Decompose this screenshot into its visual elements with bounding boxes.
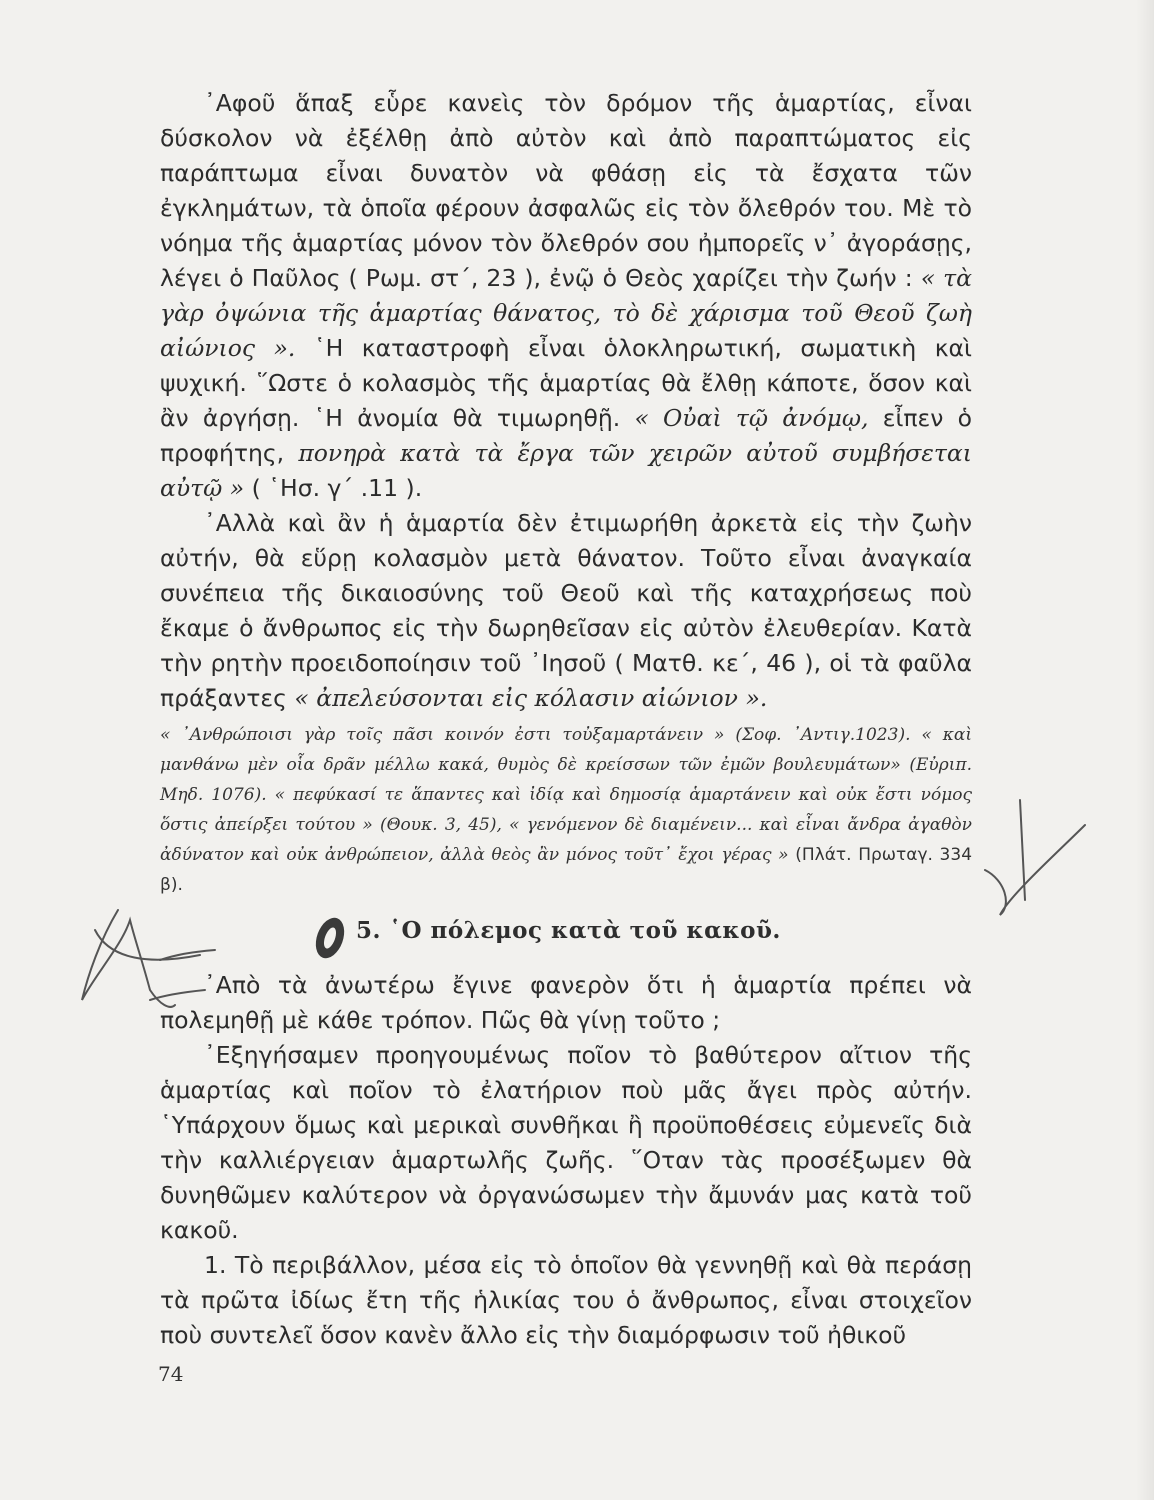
paragraph-text: ᾿Αφοῦ ἅπαξ εὗρε κανεὶς τὸν δρόμον τῆς ἁμαρτίας, εἶναι δύσκολον νὰ ἐξέλθῃ ἀπὸ αὐτὸν καὶ ἀπὸ παραπτώματος εἰς παράπτωμα εἶναι δυνατὸν νὰ φθάσῃ εἰς τὰ ἔσχατα τῶν ἐγκλημάτων, τὰ ὁποῖα φέρουν ἀσφαλῶς εἰς τὸν ὄλεθρόν του. Μὲ τὸ νόημα τῆς ἁμαρτίας μόνον τὸν ὄλεθρόν σου ἠμπορεῖς ν᾿ ἀγοράσῃς, λέγει ὁ Παῦλος ( Ρωμ. στ΄, 23 ), ἐνῷ ὁ Θεὸς χαρίζει τὴν ζωήν : [160, 89, 972, 292]
paragraph: ᾿Απὸ τὰ ἀνωτέρω ἔγινε φανερὸν ὅτι ἡ ἁμαρτία πρέπει νὰ πολεμηθῇ μὲ κάθε τρόπον. Πῶς θὰ γίνῃ τοῦτο ; [160, 971, 972, 1034]
citation: ( ῾Ησ. γ΄ .11 ). [251, 474, 423, 502]
right-margin-pencil-mark [985, 800, 1085, 915]
paragraph [160, 86, 972, 506]
page-number: 74 [158, 1362, 184, 1386]
paragraph-text: εἶπεν ὁ προφήτης, [160, 404, 972, 467]
section-heading: 5. ῾Ο πόλεμος κατὰ τοῦ κακοῦ. [356, 917, 781, 944]
paragraph [160, 506, 972, 716]
footnote [160, 720, 972, 900]
page-edge-shadow [1136, 0, 1154, 1500]
section-text-block [160, 968, 972, 1353]
paragraph-text: ᾿Αλλὰ καὶ ἂν ἡ ἁμαρτία δὲν ἐτιμωρήθη ἀρκετὰ εἰς τὴν ζωὴν αὐτήν, θὰ εὕρῃ κολασμὸν μετὰ θάνατον. Τοῦτο εἶναι ἀναγκαία συνέπεια τῆς δικαιοσύνης τοῦ Θεοῦ καὶ τῆς καταχρήσεως ποὺ ἔκαμε ὁ ἄνθρωπος εἰς τὴν δωρηθεῖσαν εἰς αὐτὸν ἐλευθερίαν. Κατὰ τὴν ρητὴν προειδοποίησιν τοῦ ᾿Ιησοῦ ( Ματθ. κε΄, 46 ), οἱ τὰ φαῦλα πράξαντες [160, 509, 972, 712]
footnote-citation: (Πλάτ. Πρωταγ. 334 β). [160, 845, 973, 895]
footnote-text: « ᾿Ανθρώποισι γὰρ τοῖς πᾶσι κοινόν ἐστι τοὐξαμαρτάνειν » (Σοφ. ᾿Αντιγ.1023). « καὶ μανθάνω μὲν οἷα δρᾶν μέλλω κακά, θυμὸς δὲ κρείσσων τῶν ἐμῶν βουλευμάτων» (Εὐριπ. Μηδ. 1076). « πεφύκασί τε ἅπαντες καὶ ἰδίᾳ καὶ δημοσίᾳ ἁμαρτάνειν καὶ οὐκ ἔστι νόμος ὅστις ἀπείρξει τούτου » (Θουκ. 3, 45), « γενόμενον δὲ διαμένειν... καὶ εἶναι ἄνδρα ἀγαθὸν ἀδύνατον καὶ οὐκ ἀνθρώπειον, ἀλλὰ θεὸς ἂν μόνος τοῦτ᾿ ἔχοι γέρας » [160, 725, 972, 865]
paragraph: ᾿Εξηγήσαμεν προηγουμένως ποῖον τὸ βαθύτερον αἴτιον τῆς ἁμαρτίας καὶ ποῖον τὸ ἐλατήριον ποὺ μᾶς ἄγει πρὸς αὐτήν. ῾Υπάρχουν ὅμως καὶ μερικαὶ συνθῆκαι ἢ προϋποθέσεις εὐμενεῖς διὰ τὴν καλλιέργειαν ἁμαρτωλῆς ζωῆς. ῞Οταν τὰς προσέξωμεν θὰ δυνηθῶμεν καλύτερον νὰ ὀργανώσωμεν τὴν ἄμυνάν μας κατὰ τοῦ κακοῦ. [160, 1041, 972, 1244]
quotation: « τὰ γὰρ ὀψώνια τῆς ἁμαρτίας θάνατος, τὸ δὲ χάρισμα τοῦ Θεοῦ ζωὴ αἰώνιος ». [160, 264, 972, 362]
main-text-block [160, 86, 972, 716]
quotation: « Οὐαὶ τῷ ἀνόμῳ, [634, 404, 869, 432]
paragraph: 1. Τὸ περιβάλλον, μέσα εἰς τὸ ὁποῖον θὰ γεννηθῇ καὶ θὰ περάσῃ τὰ πρῶτα ἰδίως ἔτη τῆς ἡλικίας του ὁ ἄνθρωπος, εἶναι στοιχεῖον ποὺ συντελεῖ ὅσον κανὲν ἄλλο εἰς τὴν διαμόρφωσιν τοῦ ἠθικοῦ [160, 1251, 972, 1349]
quotation: « ἀπελεύσονται εἰς κόλασιν αἰώνιον ». [294, 684, 768, 712]
quotation: πονηρὰ κατὰ τὰ ἔργα τῶν χειρῶν αὐτοῦ συμβήσεται αὐτῷ » [160, 439, 972, 502]
paragraph-text: ῾Η καταστροφὴ εἶναι ὁλοκληρωτική, σωματικὴ καὶ ψυχική. ῞Ωστε ὁ κολασμὸς τῆς ἁμαρτίας θὰ ἔλθῃ κάποτε, ὅσον καὶ ἂν ἀργήσῃ. ῾Η ἀνομία θὰ τιμωρηθῇ. [160, 334, 972, 432]
section-marker-pencil [311, 914, 350, 962]
